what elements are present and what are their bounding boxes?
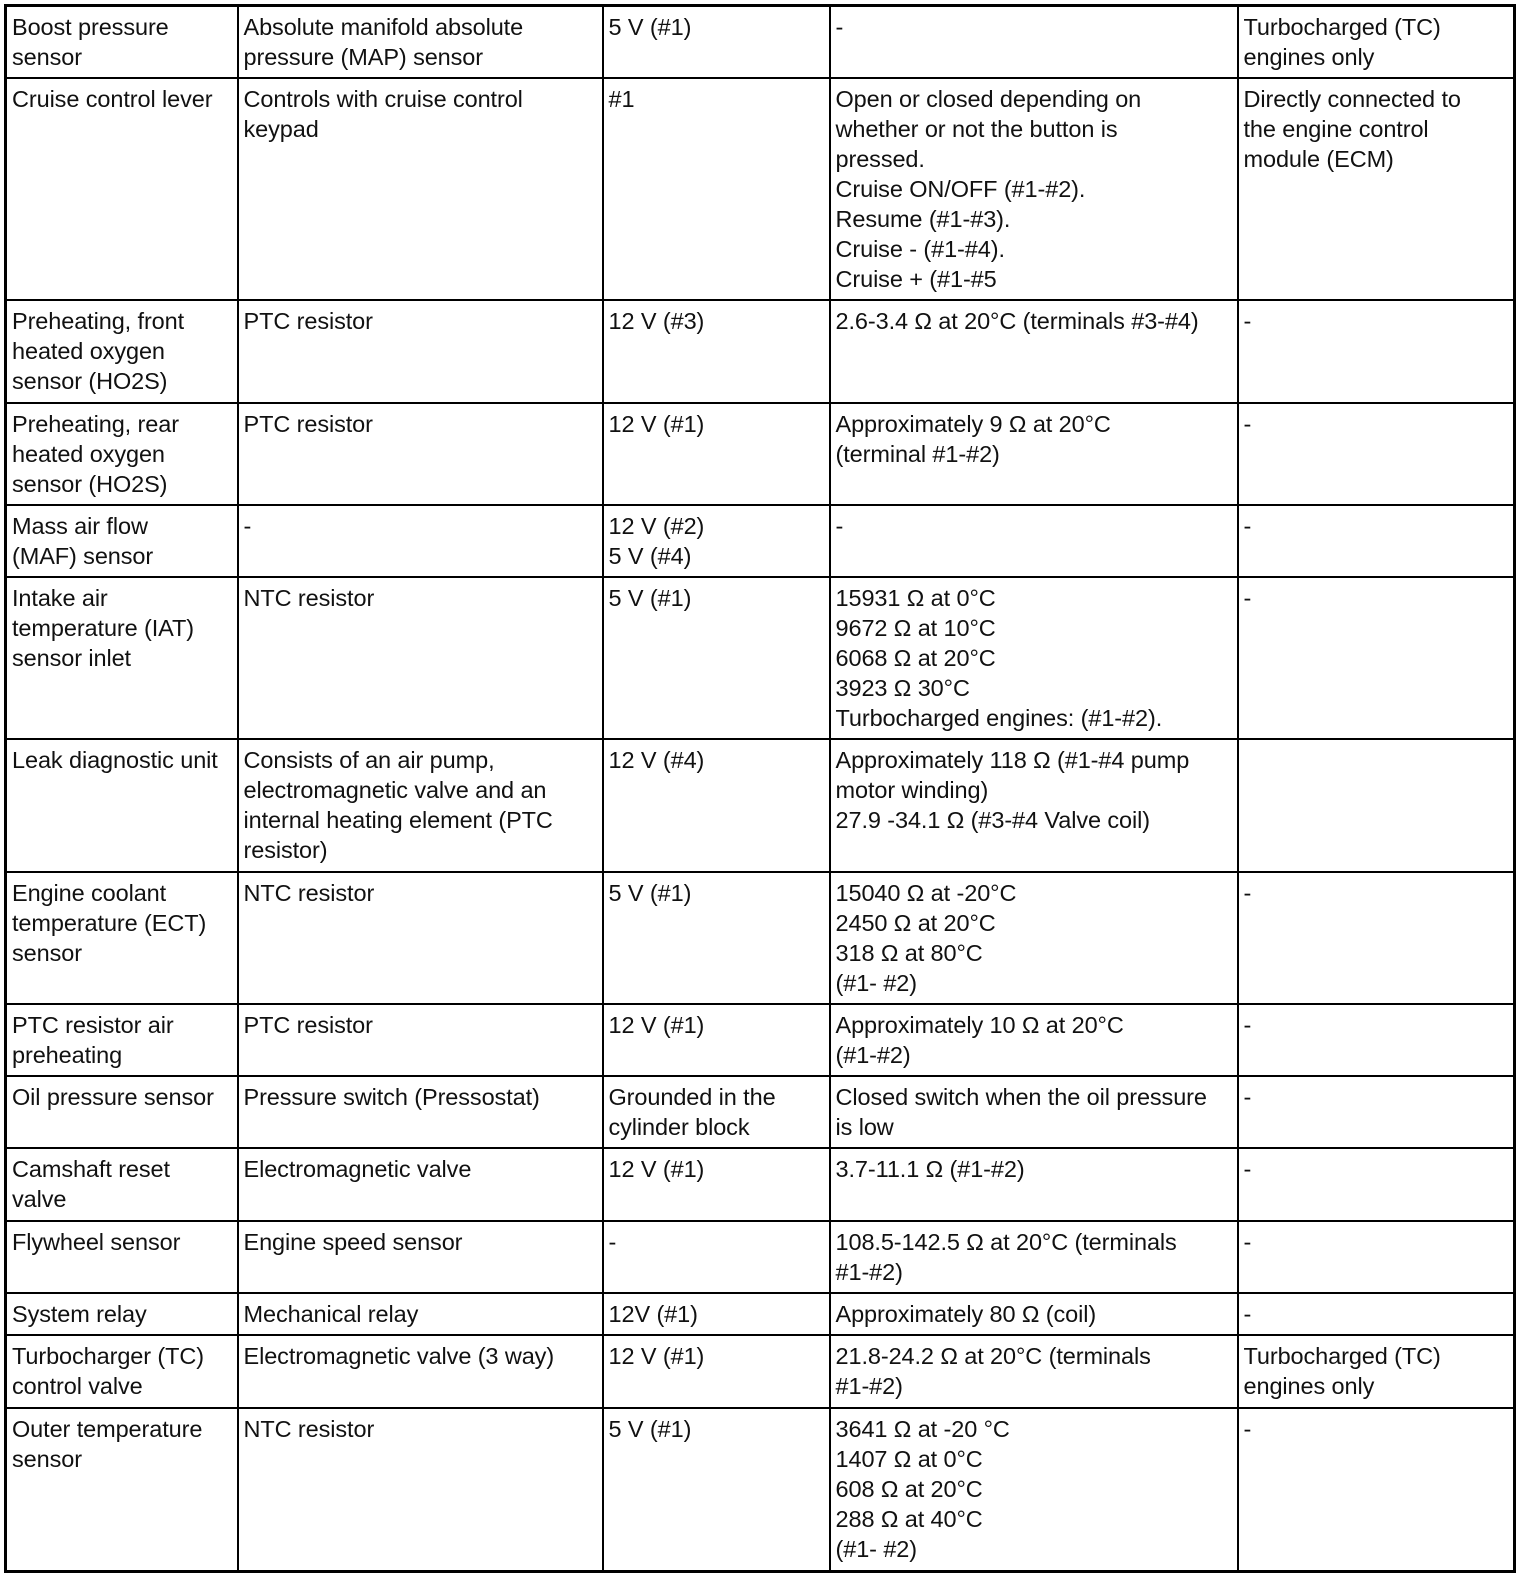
table-row [6, 872, 1515, 1004]
component-cell: Engine coolant temperature (ECT) sensor [6, 872, 238, 1004]
type-cell: Electromagnetic valve [238, 1148, 603, 1220]
component-cell: Mass air flow (MAF) sensor [6, 505, 238, 577]
table-row [6, 1221, 1515, 1293]
supply-cell: 5 V (#1) [603, 577, 830, 739]
comment-cell: Directly connected to the engine control module (ECM) [1238, 78, 1515, 300]
values-cell: Closed switch when the oil pressure is low [830, 1076, 1238, 1148]
supply-cell: #1 [603, 78, 830, 300]
component-cell: Boost pressure sensor [6, 6, 238, 78]
supply-cell: 12 V (#1) [603, 1335, 830, 1407]
table-row [6, 739, 1515, 872]
component-cell: Camshaft reset valve [6, 1148, 238, 1220]
comment-cell: - [1238, 300, 1515, 403]
comment-cell: - [1238, 505, 1515, 577]
values-cell: Approximately 9 Ω at 20°C (terminal #1-#2) [830, 403, 1238, 506]
type-cell: Consists of an air pump, electromagnetic valve and an internal heating element (PTC resistor) [238, 739, 603, 872]
component-cell: Preheating, rear heated oxygen sensor (HO2S) [6, 403, 238, 506]
values-cell: Approximately 80 Ω (coil) [830, 1293, 1238, 1335]
values-cell: 2.6-3.4 Ω at 20°C (terminals #3-#4) [830, 300, 1238, 403]
type-cell: Mechanical relay [238, 1293, 603, 1335]
component-cell: Leak diagnostic unit [6, 739, 238, 872]
supply-cell: 12 V (#1) [603, 403, 830, 506]
component-cell: Flywheel sensor [6, 1221, 238, 1293]
type-cell: - [238, 505, 603, 577]
comment-cell: - [1238, 1221, 1515, 1293]
component-cell: Turbocharger (TC) control valve [6, 1335, 238, 1407]
values-cell: Open or closed depending on whether or not the button is pressed. Cruise ON/OFF (#1-#2). Resume (#1-#3). Cruise - (#1-#4). Cruise + (#1-#5 [830, 78, 1238, 300]
supply-cell: 12 V (#3) [603, 300, 830, 403]
supply-cell: 12 V (#2) 5 V (#4) [603, 505, 830, 577]
supply-cell: 5 V (#1) [603, 6, 830, 78]
supply-cell: - [603, 1221, 830, 1293]
type-cell: Controls with cruise control keypad [238, 78, 603, 300]
table-row [6, 6, 1515, 78]
component-spec-table [4, 4, 1516, 1573]
supply-cell: 12V (#1) [603, 1293, 830, 1335]
type-cell: Absolute manifold absolute pressure (MAP) sensor [238, 6, 603, 78]
table-row [6, 300, 1515, 403]
table-row [6, 1408, 1515, 1572]
comment-cell: - [1238, 872, 1515, 1004]
comment-cell [1238, 739, 1515, 872]
supply-cell: 12 V (#4) [603, 739, 830, 872]
table-row [6, 505, 1515, 577]
table-row [6, 1004, 1515, 1076]
type-cell: Engine speed sensor [238, 1221, 603, 1293]
table-row [6, 1293, 1515, 1335]
component-cell: System relay [6, 1293, 238, 1335]
component-cell: Oil pressure sensor [6, 1076, 238, 1148]
type-cell: NTC resistor [238, 577, 603, 739]
values-cell: 108.5-142.5 Ω at 20°C (terminals #1-#2) [830, 1221, 1238, 1293]
comment-cell: Turbocharged (TC) engines only [1238, 6, 1515, 78]
type-cell: NTC resistor [238, 872, 603, 1004]
supply-cell: 5 V (#1) [603, 1408, 830, 1572]
values-cell: 21.8-24.2 Ω at 20°C (terminals #1-#2) [830, 1335, 1238, 1407]
values-cell: 15040 Ω at -20°C 2450 Ω at 20°C 318 Ω at 80°C (#1- #2) [830, 872, 1238, 1004]
values-cell: Approximately 118 Ω (#1-#4 pump motor winding) 27.9 -34.1 Ω (#3-#4 Valve coil) [830, 739, 1238, 872]
values-cell: Approximately 10 Ω at 20°C (#1-#2) [830, 1004, 1238, 1076]
type-cell: PTC resistor [238, 403, 603, 506]
component-cell: Cruise control lever [6, 78, 238, 300]
table-row [6, 577, 1515, 739]
component-cell: Intake air temperature (IAT) sensor inlet [6, 577, 238, 739]
component-cell: Outer temperature sensor [6, 1408, 238, 1572]
component-cell: Preheating, front heated oxygen sensor (HO2S) [6, 300, 238, 403]
comment-cell: - [1238, 1004, 1515, 1076]
supply-cell: Grounded in the cylinder block [603, 1076, 830, 1148]
values-cell: - [830, 505, 1238, 577]
comment-cell: - [1238, 1076, 1515, 1148]
values-cell: - [830, 6, 1238, 78]
comment-cell: - [1238, 1293, 1515, 1335]
type-cell: PTC resistor [238, 300, 603, 403]
table-row [6, 78, 1515, 300]
supply-cell: 5 V (#1) [603, 872, 830, 1004]
type-cell: NTC resistor [238, 1408, 603, 1572]
table-row [6, 1335, 1515, 1407]
table-row [6, 1148, 1515, 1220]
comment-cell: - [1238, 403, 1515, 506]
type-cell: Pressure switch (Pressostat) [238, 1076, 603, 1148]
type-cell: PTC resistor [238, 1004, 603, 1076]
values-cell: 3.7-11.1 Ω (#1-#2) [830, 1148, 1238, 1220]
values-cell: 3641 Ω at -20 °C 1407 Ω at 0°C 608 Ω at 20°C 288 Ω at 40°C (#1- #2) [830, 1408, 1238, 1572]
values-cell: 15931 Ω at 0°C 9672 Ω at 10°C 6068 Ω at 20°C 3923 Ω 30°C Turbocharged engines: (#1-#2). [830, 577, 1238, 739]
supply-cell: 12 V (#1) [603, 1004, 830, 1076]
component-cell: PTC resistor air preheating [6, 1004, 238, 1076]
table-row [6, 403, 1515, 506]
comment-cell: - [1238, 1408, 1515, 1572]
supply-cell: 12 V (#1) [603, 1148, 830, 1220]
comment-cell: Turbocharged (TC) engines only [1238, 1335, 1515, 1407]
table-row [6, 1076, 1515, 1148]
type-cell: Electromagnetic valve (3 way) [238, 1335, 603, 1407]
comment-cell: - [1238, 577, 1515, 739]
comment-cell: - [1238, 1148, 1515, 1220]
